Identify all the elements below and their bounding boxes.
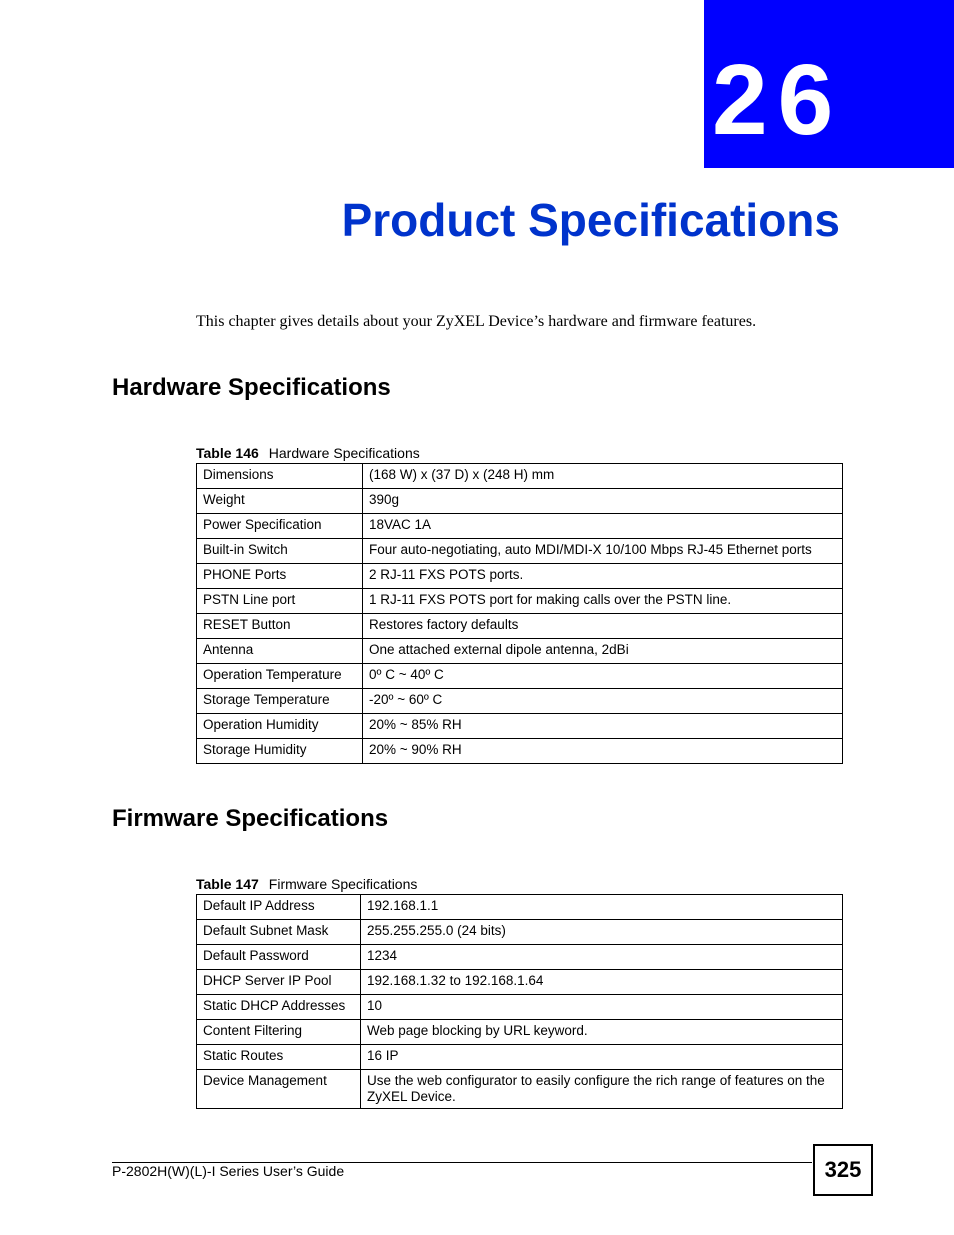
spec-value-cell: 192.168.1.1 bbox=[361, 895, 843, 920]
intro-paragraph: This chapter gives details about your ZyXEL Device’s hardware and firmware features. bbox=[196, 313, 757, 330]
spec-name-cell: Antenna bbox=[197, 639, 363, 664]
firmware-caption-label: Table 147 bbox=[196, 876, 259, 892]
table-row bbox=[197, 539, 843, 564]
table-row bbox=[197, 970, 843, 995]
spec-name-cell: Static Routes bbox=[197, 1045, 361, 1070]
firmware-caption-text: Firmware Specifications bbox=[268, 876, 418, 892]
spec-name-cell: Operation Humidity bbox=[197, 714, 363, 739]
spec-name-cell: Static DHCP Addresses bbox=[197, 995, 361, 1020]
spec-name-cell: Content Filtering bbox=[197, 1020, 361, 1045]
spec-value-cell: 18VAC 1A bbox=[363, 514, 843, 539]
hardware-caption-text: Hardware Specifications bbox=[268, 445, 420, 461]
table-row bbox=[197, 739, 843, 764]
table-row bbox=[197, 514, 843, 539]
spec-value-cell: 20% ~ 85% RH bbox=[363, 714, 843, 739]
spec-name-cell: PHONE Ports bbox=[197, 564, 363, 589]
spec-name-cell: Dimensions bbox=[197, 464, 363, 489]
spec-value-cell: One attached external dipole antenna, 2dBi bbox=[363, 639, 843, 664]
table-row bbox=[197, 1070, 843, 1109]
table-row bbox=[197, 689, 843, 714]
spec-name-cell: Device Management bbox=[197, 1070, 361, 1109]
table-row bbox=[197, 1045, 843, 1070]
spec-name-cell: Storage Humidity bbox=[197, 739, 363, 764]
spec-name-cell: Weight bbox=[197, 489, 363, 514]
spec-name-cell: DHCP Server IP Pool bbox=[197, 970, 361, 995]
spec-name-cell: Default IP Address bbox=[197, 895, 361, 920]
hardware-table-caption bbox=[196, 444, 420, 462]
spec-value-cell: 2 RJ-11 FXS POTS ports. bbox=[363, 564, 843, 589]
spec-value-cell: 192.168.1.32 to 192.168.1.64 bbox=[361, 970, 843, 995]
spec-value-cell: (168 W) x (37 D) x (248 H) mm bbox=[363, 464, 843, 489]
spec-name-cell: Power Specification bbox=[197, 514, 363, 539]
hardware-heading: Hardware Specifications bbox=[112, 374, 391, 401]
table-row bbox=[197, 639, 843, 664]
table-row bbox=[197, 614, 843, 639]
spec-value-cell: Restores factory defaults bbox=[363, 614, 843, 639]
chapter-number: 26 bbox=[712, 44, 844, 156]
spec-value-cell: Use the web configurator to easily configure the rich range of features on the ZyXEL Device. bbox=[361, 1070, 843, 1109]
firmware-spec-table bbox=[196, 894, 843, 1109]
firmware-table-caption bbox=[196, 875, 417, 893]
firmware-heading: Firmware Specifications bbox=[112, 805, 389, 832]
table-row bbox=[197, 664, 843, 689]
table-row bbox=[197, 945, 843, 970]
spec-value-cell: 16 IP bbox=[361, 1045, 843, 1070]
spec-name-cell: Operation Temperature bbox=[197, 664, 363, 689]
spec-name-cell: PSTN Line port bbox=[197, 589, 363, 614]
spec-name-cell: Storage Temperature bbox=[197, 689, 363, 714]
spec-value-cell: 10 bbox=[361, 995, 843, 1020]
table-row bbox=[197, 1020, 843, 1045]
table-row bbox=[197, 564, 843, 589]
hardware-caption-label: Table 146 bbox=[196, 445, 259, 461]
spec-value-cell: 390g bbox=[363, 489, 843, 514]
table-row bbox=[197, 895, 843, 920]
chapter-title: Product Specifications bbox=[341, 194, 840, 246]
table-row bbox=[197, 464, 843, 489]
spec-name-cell: Built-in Switch bbox=[197, 539, 363, 564]
spec-name-cell: Default Subnet Mask bbox=[197, 920, 361, 945]
table-row bbox=[197, 489, 843, 514]
spec-value-cell: 1 RJ-11 FXS POTS port for making calls over the PSTN line. bbox=[363, 589, 843, 614]
spec-name-cell: RESET Button bbox=[197, 614, 363, 639]
spec-value-cell: -20º ~ 60º C bbox=[363, 689, 843, 714]
page-number: 325 bbox=[813, 1144, 873, 1196]
spec-value-cell: 0º C ~ 40º C bbox=[363, 664, 843, 689]
spec-value-cell: Four auto-negotiating, auto MDI/MDI-X 10/100 Mbps RJ-45 Ethernet ports bbox=[363, 539, 843, 564]
spec-value-cell: 20% ~ 90% RH bbox=[363, 739, 843, 764]
footer-guide-title: P-2802H(W)(L)-I Series User’s Guide bbox=[112, 1163, 345, 1179]
table-row bbox=[197, 714, 843, 739]
spec-value-cell: 1234 bbox=[361, 945, 843, 970]
spec-name-cell: Default Password bbox=[197, 945, 361, 970]
table-row bbox=[197, 589, 843, 614]
spec-value-cell: 255.255.255.0 (24 bits) bbox=[361, 920, 843, 945]
spec-value-cell: Web page blocking by URL keyword. bbox=[361, 1020, 843, 1045]
hardware-spec-table bbox=[196, 463, 843, 764]
table-row bbox=[197, 995, 843, 1020]
table-row bbox=[197, 920, 843, 945]
